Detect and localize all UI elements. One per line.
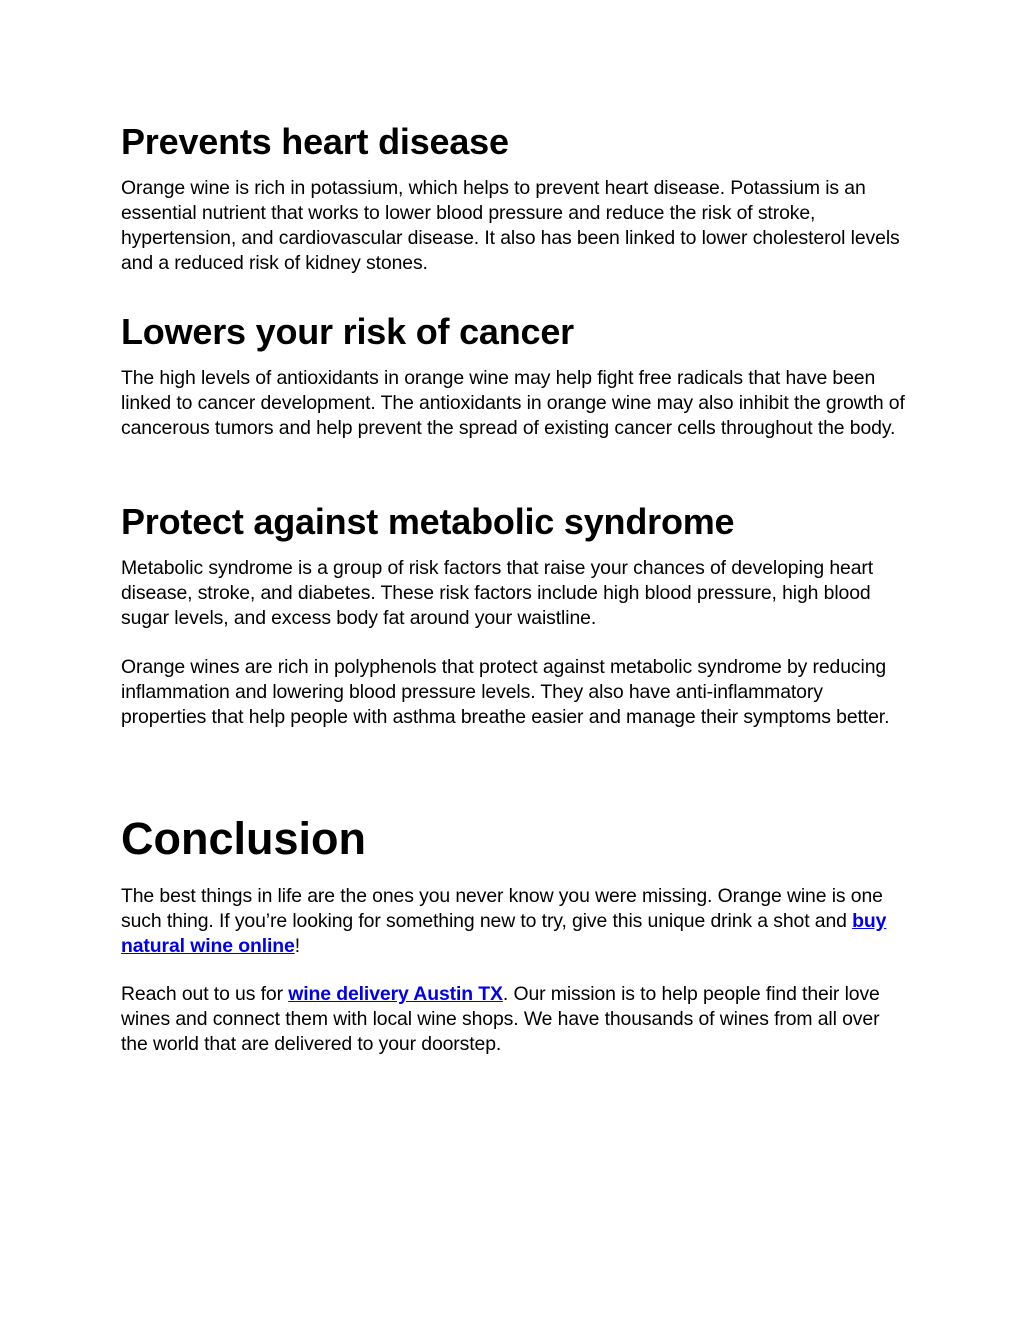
buy-natural-wine-online-link[interactable]: buy natural wine online xyxy=(121,910,887,957)
paragraph-conclusion-1 xyxy=(121,884,911,959)
section-metabolic xyxy=(121,501,911,730)
paragraph-cancer: The high levels of antioxidants in orange wine may help fight free radicals that have been linked to cancer development. The antioxidants in orange wine may also inhibit the growth of cancerous tumors and help prevent the spread of existing cancer cells throughout the body. xyxy=(121,367,905,439)
paragraph-heart-disease: Orange wine is rich in potassium, which helps to prevent heart disease. Potassium is an essential nutrient that works to lower blood pressure and reduce the risk of stroke, hypertension, and cardiovascular disease. It also has been linked to lower cholesterol levels and a reduced risk of kidney stones. xyxy=(121,177,900,274)
heading-heart-disease: Prevents heart disease xyxy=(121,121,509,162)
conclusion-text-2a: Reach out to us for xyxy=(121,983,289,1005)
conclusion-text-1a: The best things in life are the ones you never know you were missing. Orange wine is one such thing. If you’re looking for something new to try, give this unique drink a shot and xyxy=(121,885,883,932)
conclusion-text-2b: . Our mission is to help people find their love wines and connect them with local wine shops. We have thousands of wines from all over the world that are delivered to your doorstep. xyxy=(121,983,880,1055)
conclusion-text-1b: ! xyxy=(294,935,301,957)
heading-conclusion: Conclusion xyxy=(121,813,366,864)
section-heart-disease xyxy=(121,121,911,276)
section-cancer xyxy=(121,311,911,441)
paragraph-conclusion-2 xyxy=(121,982,911,1057)
wine-delivery-austin-link[interactable]: wine delivery Austin TX xyxy=(288,983,503,1005)
paragraph-metabolic-1: Metabolic syndrome is a group of risk factors that raise your chances of developing heart disease, stroke, and diabetes. These risk factors include high blood pressure, high blood sugar levels, and excess body fat around your waistline. xyxy=(121,557,874,629)
heading-metabolic: Protect against metabolic syndrome xyxy=(121,501,735,542)
paragraph-metabolic-2: Orange wines are rich in polyphenols that protect against metabolic syndrome by reducing inflammation and lowering blood pressure levels. They also have anti-inflammatory properties that help people with asthma breathe easier and manage their symptoms better. xyxy=(121,656,890,728)
heading-cancer: Lowers your risk of cancer xyxy=(121,311,574,352)
section-conclusion xyxy=(121,813,911,1057)
